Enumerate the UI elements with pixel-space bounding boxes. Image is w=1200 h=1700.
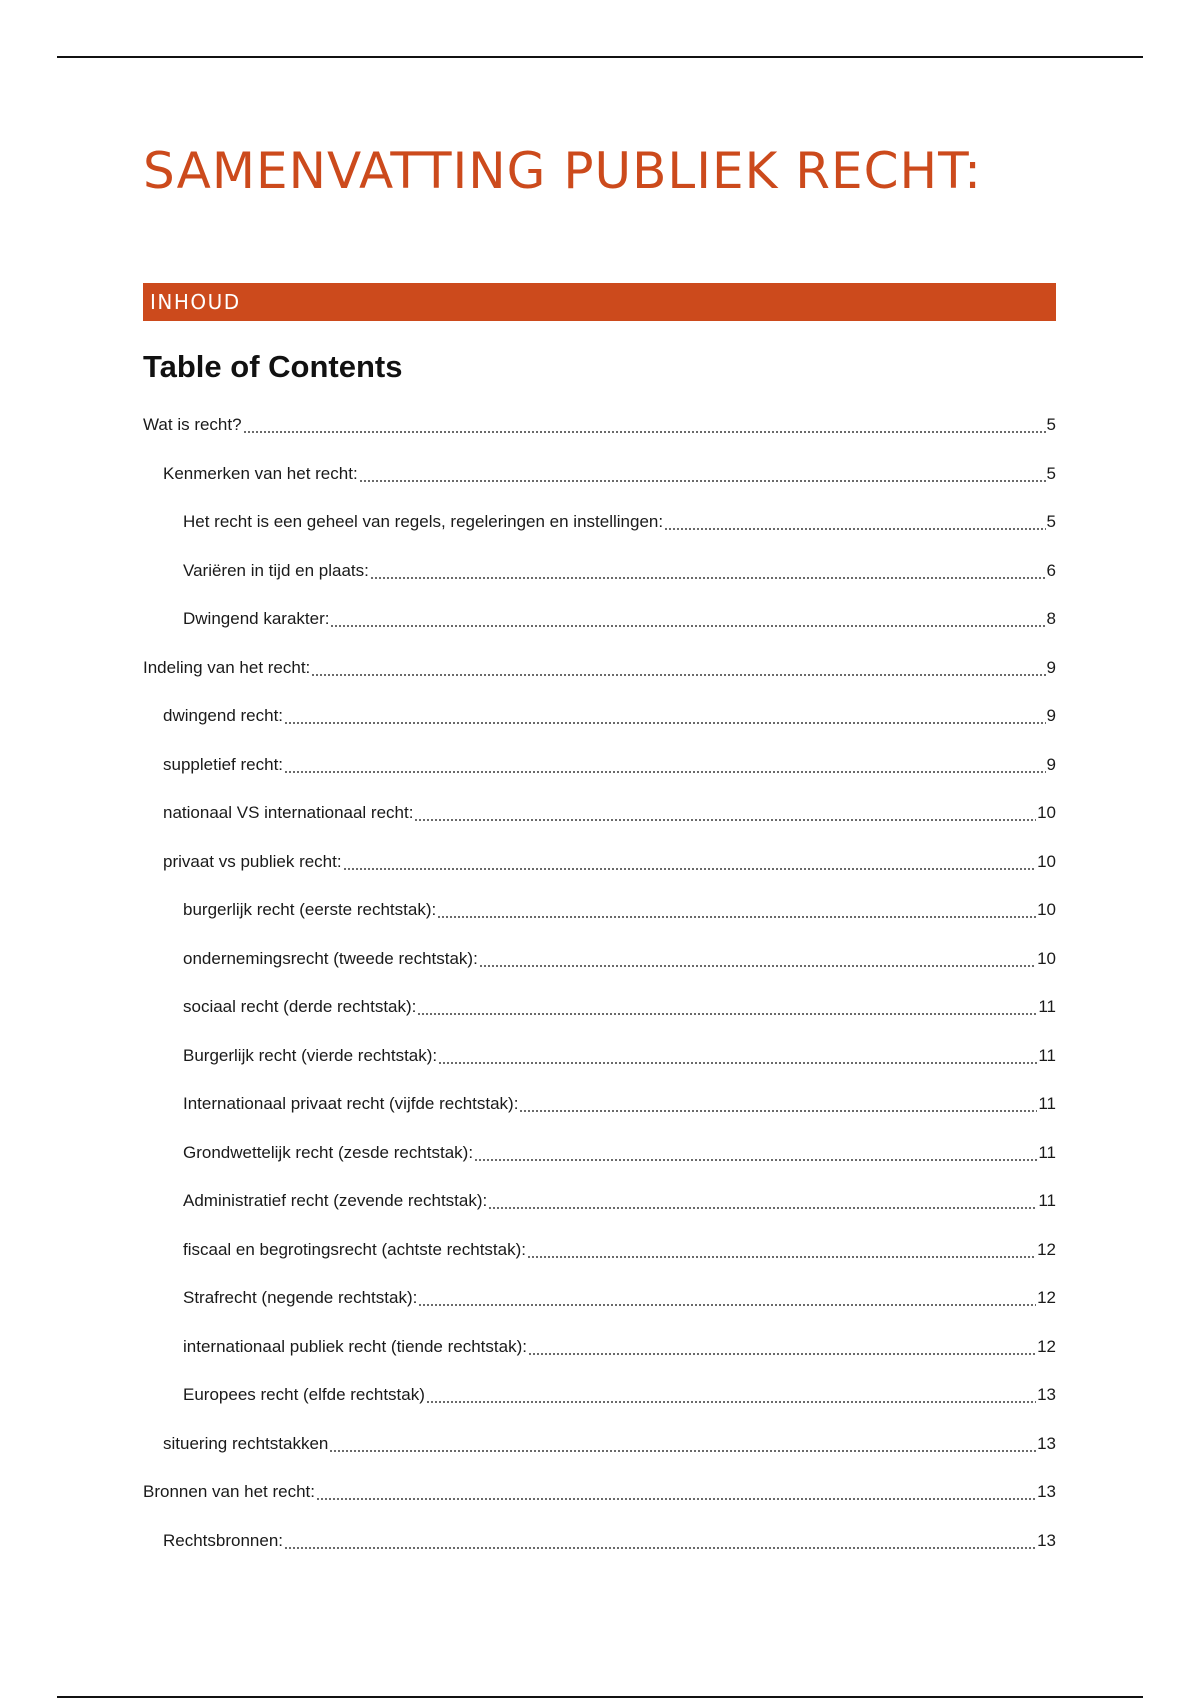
- toc-entry-text: ondernemingsrecht (tweede rechtstak):: [183, 948, 478, 968]
- toc-entry-text: dwingend recht:: [163, 706, 284, 725]
- table-of-contents: [143, 413, 1056, 1577]
- section-banner-label: INHOUD: [150, 290, 241, 314]
- dot-leader: [426, 1383, 1036, 1407]
- toc-entry-text: Indeling van het recht:: [143, 657, 311, 677]
- toc-entry[interactable]: [143, 898, 1056, 947]
- toc-page-number: 6: [1046, 560, 1056, 580]
- header-rule: [57, 56, 1143, 58]
- toc-entry[interactable]: [143, 850, 1056, 899]
- toc-page-number: 11: [1038, 997, 1056, 1016]
- toc-page-number: 11: [1038, 1045, 1056, 1065]
- toc-entry[interactable]: [143, 462, 1056, 511]
- toc-page-number: 12: [1037, 1239, 1056, 1259]
- dot-leader: [528, 1335, 1036, 1359]
- dot-leader: [284, 704, 1046, 728]
- dot-leader: [417, 995, 1037, 1019]
- toc-page-number: 13: [1037, 1530, 1056, 1550]
- toc-entry[interactable]: [143, 559, 1056, 608]
- toc-page-number: 13: [1037, 1433, 1056, 1453]
- toc-entry[interactable]: [143, 995, 1056, 1044]
- toc-entry-text: burgerlijk recht (eerste rechtstak):: [183, 900, 437, 919]
- toc-entry[interactable]: [143, 1529, 1056, 1578]
- dot-leader: [243, 413, 1046, 437]
- toc-entry-text: nationaal VS internationaal recht:: [163, 803, 414, 822]
- toc-entry[interactable]: [143, 1286, 1056, 1335]
- dot-leader: [438, 1044, 1037, 1068]
- toc-page-number: 9: [1046, 706, 1056, 725]
- toc-entry[interactable]: [143, 1383, 1056, 1432]
- toc-entry-text: privaat vs publiek recht:: [163, 851, 342, 871]
- toc-entry[interactable]: [143, 1480, 1056, 1529]
- toc-entry-text: Grondwettelijk recht (zesde rechtstak):: [183, 1142, 474, 1162]
- toc-entry-text: Bronnen van het recht:: [143, 1482, 316, 1501]
- toc-entry[interactable]: [143, 1432, 1056, 1481]
- toc-entry-text: sociaal recht (derde rechtstak):: [183, 997, 417, 1016]
- toc-entry[interactable]: [143, 1141, 1056, 1190]
- toc-entry[interactable]: [143, 607, 1056, 656]
- toc-page-number: 12: [1037, 1288, 1056, 1307]
- document-title: SAMENVATTING PUBLIEK RECHT:: [143, 142, 982, 200]
- toc-entry-text: Variëren in tijd en plaats:: [183, 560, 369, 580]
- toc-page-number: 13: [1037, 1482, 1056, 1501]
- dot-leader: [437, 898, 1036, 922]
- toc-entry-text: situering rechtstakken: [163, 1433, 329, 1453]
- toc-page-number: 10: [1037, 948, 1056, 968]
- toc-entry-text: Het recht is een geheel van regels, regeleringen en instellingen:: [183, 512, 664, 531]
- dot-leader: [311, 656, 1045, 680]
- toc-entry[interactable]: [143, 1189, 1056, 1238]
- toc-entry[interactable]: [143, 413, 1056, 462]
- dot-leader: [479, 947, 1036, 971]
- toc-entry[interactable]: [143, 947, 1056, 996]
- dot-leader: [664, 510, 1045, 534]
- toc-page-number: 8: [1046, 609, 1056, 628]
- dot-leader: [414, 801, 1036, 825]
- toc-page-number: 11: [1038, 1191, 1056, 1210]
- dot-leader: [329, 1432, 1036, 1456]
- toc-entry-text: Wat is recht?: [143, 415, 242, 434]
- toc-page-number: 11: [1038, 1142, 1056, 1162]
- dot-leader: [359, 462, 1046, 486]
- toc-entry-text: Internationaal privaat recht (vijfde rechtstak):: [183, 1094, 519, 1113]
- toc-page-number: 10: [1037, 851, 1056, 871]
- toc-page-number: 13: [1037, 1385, 1056, 1404]
- toc-entry[interactable]: [143, 704, 1056, 753]
- dot-leader: [527, 1238, 1036, 1262]
- toc-page-number: 9: [1046, 754, 1056, 774]
- dot-leader: [519, 1092, 1037, 1116]
- toc-entry-text: Burgerlijk recht (vierde rechtstak):: [183, 1045, 438, 1065]
- toc-entry[interactable]: [143, 510, 1056, 559]
- toc-page-number: 5: [1046, 463, 1056, 483]
- toc-page-number: 10: [1037, 803, 1056, 822]
- toc-entry[interactable]: [143, 1335, 1056, 1384]
- toc-entry[interactable]: [143, 1044, 1056, 1093]
- toc-entry-text: Rechtsbronnen:: [163, 1530, 284, 1550]
- dot-leader: [343, 850, 1036, 874]
- section-banner: [143, 283, 1056, 321]
- toc-entry[interactable]: [143, 801, 1056, 850]
- toc-page-number: 10: [1037, 900, 1056, 919]
- toc-entry-text: Dwingend karakter:: [183, 609, 330, 628]
- toc-page-number: 9: [1046, 657, 1056, 677]
- dot-leader: [474, 1141, 1037, 1165]
- toc-entry-text: internationaal publiek recht (tiende rechtstak):: [183, 1336, 527, 1356]
- dot-leader: [418, 1286, 1036, 1310]
- dot-leader: [284, 753, 1046, 777]
- toc-entry-text: fiscaal en begrotingsrecht (achtste rechtstak):: [183, 1239, 526, 1259]
- toc-entry-text: suppletief recht:: [163, 754, 284, 774]
- toc-entry[interactable]: [143, 1092, 1056, 1141]
- toc-page-number: 11: [1038, 1094, 1056, 1113]
- toc-entry-text: Kenmerken van het recht:: [163, 463, 358, 483]
- toc-entry-text: Administratief recht (zevende rechtstak):: [183, 1191, 488, 1210]
- dot-leader: [330, 607, 1045, 631]
- toc-entry-text: Europees recht (elfde rechtstak): [183, 1385, 425, 1404]
- toc-page-number: 12: [1037, 1336, 1056, 1356]
- toc-entry-text: Strafrecht (negende rechtstak):: [183, 1288, 418, 1307]
- toc-page-number: 5: [1046, 415, 1056, 434]
- toc-page-number: 5: [1046, 512, 1056, 531]
- dot-leader: [284, 1529, 1036, 1553]
- toc-entry[interactable]: [143, 1238, 1056, 1287]
- toc-entry[interactable]: [143, 656, 1056, 705]
- dot-leader: [488, 1189, 1037, 1213]
- dot-leader: [316, 1480, 1036, 1504]
- toc-heading: Table of Contents: [143, 349, 403, 384]
- toc-entry[interactable]: [143, 753, 1056, 802]
- dot-leader: [370, 559, 1046, 583]
- footer-rule: [57, 1696, 1143, 1698]
